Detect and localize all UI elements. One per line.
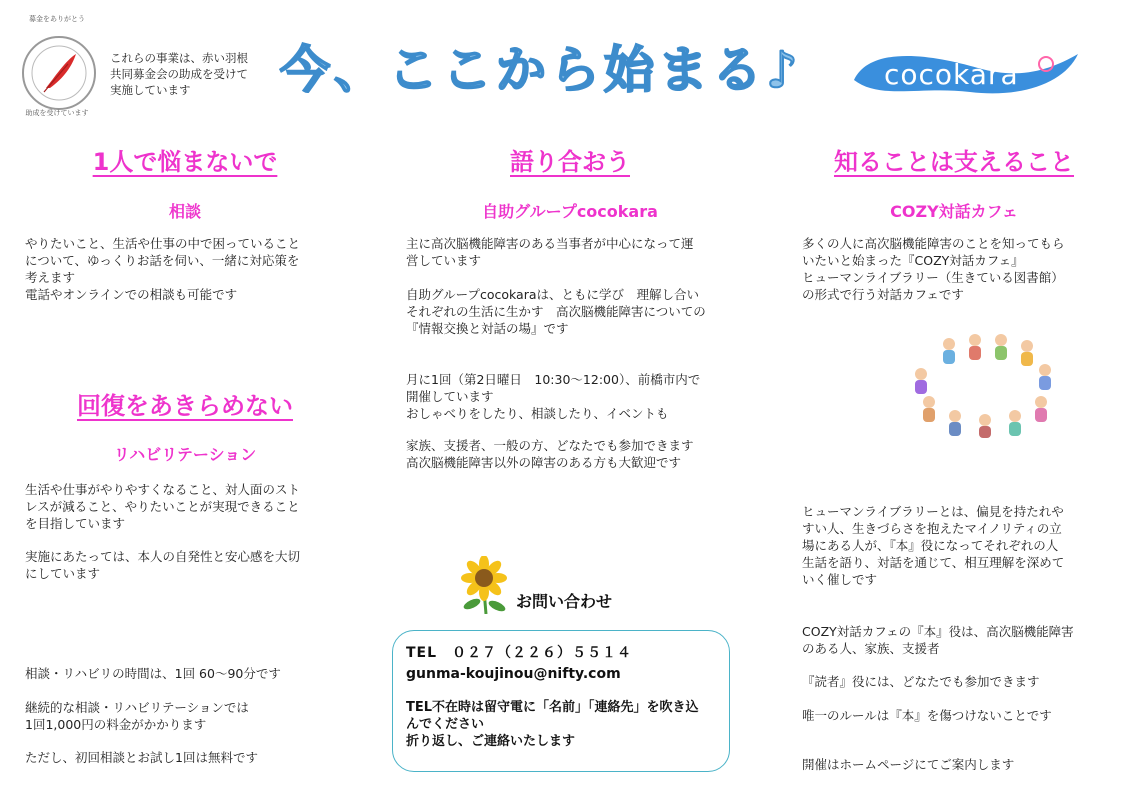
sub-cozy-cafe: COZY対話カフェ [890,202,1018,221]
fee-note: 継続的な相談・リハビリテーションでは 1回1,000円の料金がかかります [25,700,249,732]
seal-bottom-text: 助成を受けています [25,109,89,117]
cafe-text-2: ヒューマンライブラリーとは、偏見を持たれや すい人、生きづらさを抱えたマイノリティの立 場にある人が、『本』役になってそれぞれの人 生話を語り、対話を通じて、相互理解を深めて いく催しです [802,504,1065,587]
group-text-1: 主に高次脳機能障害のある当事者が中心になって運 営しています [406,236,694,268]
consultation-text: やりたいこと、生活や仕事の中で困っていること について、ゆっくりお話を伺い、一緒に対応策を 考えます 電話やオンラインでの相談も可能です [25,236,301,302]
contact-tel[interactable]: TEL ０２７（２２６）５５１４ [406,645,633,661]
heading-talk: 語り合おう [510,148,630,176]
cafe-text-1: 多くの人に高次脳機能障害のことを知ってもら いたいと始まった『COZY対話カフェ』 ヒューマンライブラリー（生きている図書館） の形式で行う対話カフェです [802,236,1065,302]
heading-knowing: 知ることは支えること [834,148,1074,176]
session-time-note: 相談・リハビリの時間は、1回 60〜90分です [25,666,281,681]
red-feather-icon [24,38,94,108]
group-text-4: 家族、支援者、一般の方、どなたでも参加できます 高次脳機能障害以外の障害のある方も大歓迎です [406,438,694,470]
free-trial-note: ただし、初回相談とお試し1回は無料です [25,750,258,765]
group-text-3: 月に1回（第2日曜日 10:30〜12:00）、前橋市内で 開催しています おしゃべりをしたり、相談したり、イベントも [406,372,701,421]
red-feather-seal [22,36,96,110]
cafe-text-5: 唯一のルールは『本』を傷つけないことです [802,708,1052,723]
logo-text: cocokara [884,58,1019,91]
people-circle-illustration [905,330,1065,440]
contact-label: お問い合わせ [516,592,613,611]
contact-note: TEL不在時は留守電に「名前」「連絡先」を吹き込 んでください 折り返し、ご連絡いたします [406,700,699,749]
heading-consultation: 1人で悩まないで [92,148,278,176]
cafe-text-3: COZY対話カフェの『本』役は、高次脳機能障害 のある人、家族、支援者 [802,624,1074,656]
grant-note: これらの事業は、赤い羽根 共同募金会の助成を受けて 実施しています [110,51,248,97]
seal-top-text: 募金をありがとう [29,15,85,23]
rehab-text-approach: 実施にあたっては、本人の自発性と安心感を大切 にしています [25,549,301,581]
heading-rehab: 回復をあきらめない [77,392,293,420]
people-circle-icon [905,330,1065,440]
main-title: 今、ここから始まる♪ [280,41,802,99]
contact-email[interactable]: gunma-koujinou@nifty.com [406,666,621,682]
cafe-text-4: 『読者』役には、どなたでも参加できます [802,674,1040,689]
sub-rehab: リハビリテーション [113,445,257,464]
sub-consultation: 相談 [168,202,201,221]
sunflower-icon [456,556,512,614]
cafe-text-6: 開催はホームページにてご案内します [802,757,1015,772]
cocokara-logo [850,40,1082,100]
sub-self-help-group: 自助グループcocokara [482,202,658,221]
rehab-text-goals: 生活や仕事がやりやすくなること、対人面のスト レスが減ること、やりたいことが実現できること を目指しています [25,482,301,531]
group-text-2: 自助グループcocokaraは、ともに学び 理解し合い それぞれの生活に生かす 高次脳機能障害についての 『情報交換と対話の場』です [406,287,706,336]
